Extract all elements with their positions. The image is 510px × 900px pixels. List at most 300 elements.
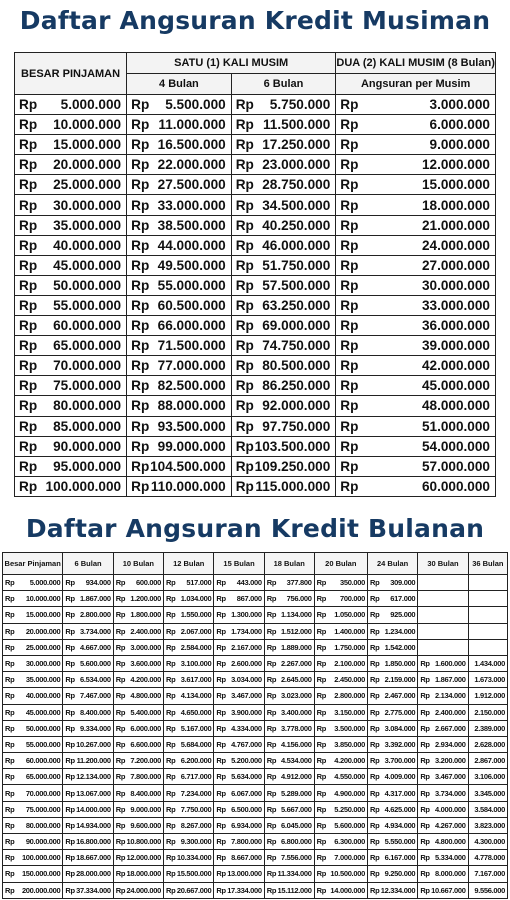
table-row: [3, 801, 508, 817]
installment-amount: 3.600.000: [126, 655, 163, 671]
installment-amount: 867.000: [227, 591, 264, 607]
installment-amount: 2.600.000: [227, 655, 264, 671]
currency-label: Rp: [214, 720, 227, 736]
currency-label: Rp: [314, 882, 327, 898]
currency-label: Rp: [231, 476, 254, 496]
currency-label: Rp: [164, 850, 177, 866]
installment-amount: 33.000.000: [361, 295, 496, 315]
currency-label: Rp: [3, 672, 16, 688]
installment-amount: 3.345.000: [468, 785, 507, 801]
currency-label: Rp: [15, 195, 40, 215]
installment-amount: 4.934.000: [381, 817, 418, 833]
loan-amount: 80.000.000: [16, 817, 63, 833]
table-row: [15, 356, 496, 376]
currency-label: Rp: [336, 115, 361, 135]
installment-amount: 24.000.000: [361, 235, 496, 255]
currency-label: Rp: [164, 769, 177, 785]
header-24-bulan: 24 Bulan: [367, 553, 417, 575]
installment-amount: 4.650.000: [177, 704, 214, 720]
installment-amount: 28.750.000: [255, 175, 336, 195]
currency-label: Rp: [214, 866, 227, 882]
loan-amount: 55.000.000: [40, 295, 127, 315]
currency-label: Rp: [367, 801, 380, 817]
installment-amount: 27.500.000: [150, 175, 231, 195]
currency-label: Rp: [15, 295, 40, 315]
installment-amount: 17.334.000: [227, 882, 264, 898]
currency-label: Rp: [418, 769, 431, 785]
loan-amount: 20.000.000: [16, 623, 63, 639]
currency-label: Rp: [15, 376, 40, 396]
loan-amount: 10.000.000: [40, 115, 127, 135]
installment-amount: 17.250.000: [255, 135, 336, 155]
currency-label: Rp: [15, 316, 40, 336]
loan-amount: 60.000.000: [40, 316, 127, 336]
currency-label: Rp: [63, 882, 76, 898]
installment-amount: 1.300.000: [227, 607, 264, 623]
installment-amount: 3.392.000: [381, 736, 418, 752]
installment-amount: 5.200.000: [227, 753, 264, 769]
currency-label: Rp: [336, 255, 361, 275]
currency-label: Rp: [3, 753, 16, 769]
currency-label: Rp: [336, 436, 361, 456]
installment-amount: 33.000.000: [150, 195, 231, 215]
currency-label: Rp: [113, 801, 126, 817]
currency-label: Rp: [314, 817, 327, 833]
table-row: [15, 155, 496, 175]
currency-label: Rp: [314, 591, 327, 607]
loan-amount: 10.000.000: [16, 591, 63, 607]
installment-amount: 8.667.000: [227, 850, 264, 866]
loan-amount: 65.000.000: [16, 769, 63, 785]
installment-amount: 4.009.000: [381, 769, 418, 785]
currency-label: Rp: [367, 769, 380, 785]
installment-amount: 42.000.000: [361, 356, 496, 376]
currency-label: Rp: [164, 623, 177, 639]
currency-label: Rp: [3, 817, 16, 833]
table-row: [15, 275, 496, 295]
installment-amount: 7.167.000: [468, 866, 507, 882]
header-besar-pinjaman: Besar Pinjaman: [3, 553, 63, 575]
currency-label: Rp: [214, 623, 227, 639]
currency-label: Rp: [214, 672, 227, 688]
installment-amount: 60.500.000: [150, 295, 231, 315]
currency-label: Rp: [63, 639, 76, 655]
currency-label: Rp: [113, 688, 126, 704]
currency-label: [418, 639, 431, 655]
installment-amount: 3.617.000: [177, 672, 214, 688]
loan-amount: 100.000.000: [40, 476, 127, 496]
currency-label: Rp: [314, 736, 327, 752]
currency-label: Rp: [418, 688, 431, 704]
installment-amount: [468, 607, 507, 623]
header-15-bulan: 15 Bulan: [214, 553, 264, 575]
installment-amount: 22.000.000: [150, 155, 231, 175]
header-angsuran-per-musim: Angsuran per Musim: [336, 74, 496, 95]
installment-amount: 13.067.000: [76, 785, 113, 801]
currency-label: Rp: [367, 866, 380, 882]
header-10-bulan: 10 Bulan: [113, 553, 163, 575]
installment-amount: 21.000.000: [361, 215, 496, 235]
installment-amount: 1.889.000: [277, 639, 314, 655]
currency-label: Rp: [3, 736, 16, 752]
table-row: [15, 416, 496, 436]
installment-amount: 9.334.000: [76, 720, 113, 736]
installment-amount: 2.389.000: [468, 720, 507, 736]
currency-label: Rp: [113, 866, 126, 882]
installment-amount: 99.000.000: [150, 436, 231, 456]
installment-amount: 7.800.000: [126, 769, 163, 785]
currency-label: Rp: [164, 801, 177, 817]
installment-amount: 1.867.000: [431, 672, 468, 688]
currency-label: Rp: [418, 785, 431, 801]
currency-label: Rp: [214, 607, 227, 623]
currency-label: Rp: [418, 801, 431, 817]
currency-label: Rp: [367, 575, 380, 591]
table-row: [3, 623, 508, 639]
currency-label: Rp: [113, 850, 126, 866]
installment-amount: 36.000.000: [361, 316, 496, 336]
table-row: [3, 575, 508, 591]
currency-label: Rp: [15, 476, 40, 496]
installment-amount: 12.000.000: [361, 155, 496, 175]
installment-amount: 9.250.000: [381, 866, 418, 882]
installment-amount: 3.584.000: [468, 801, 507, 817]
installment-amount: 39.000.000: [361, 336, 496, 356]
table-row: [15, 175, 496, 195]
currency-label: Rp: [214, 801, 227, 817]
currency-label: Rp: [127, 155, 150, 175]
currency-label: Rp: [63, 623, 76, 639]
currency-label: Rp: [264, 882, 277, 898]
table-row: [15, 436, 496, 456]
currency-label: Rp: [113, 785, 126, 801]
installment-amount: 2.134.000: [431, 688, 468, 704]
installment-amount: 18.000.000: [126, 866, 163, 882]
currency-label: Rp: [418, 882, 431, 898]
currency-label: Rp: [63, 769, 76, 785]
currency-label: Rp: [367, 704, 380, 720]
installment-amount: 5.167.000: [177, 720, 214, 736]
currency-label: Rp: [3, 866, 16, 882]
installment-amount: 5.400.000: [126, 704, 163, 720]
table-row: [3, 655, 508, 671]
currency-label: Rp: [164, 882, 177, 898]
table-row: [15, 376, 496, 396]
loan-amount: 20.000.000: [40, 155, 127, 175]
currency-label: Rp: [127, 476, 150, 496]
installment-amount: 6.600.000: [126, 736, 163, 752]
currency-label: Rp: [15, 115, 40, 135]
installment-amount: 3.023.000: [277, 688, 314, 704]
installment-amount: 7.556.000: [277, 850, 314, 866]
currency-label: Rp: [63, 850, 76, 866]
currency-label: Rp: [127, 396, 150, 416]
currency-label: Rp: [418, 672, 431, 688]
currency-label: Rp: [264, 866, 277, 882]
currency-label: Rp: [3, 785, 16, 801]
currency-label: Rp: [113, 639, 126, 655]
currency-label: [418, 591, 431, 607]
installment-amount: 6.000.000: [361, 115, 496, 135]
currency-label: Rp: [231, 436, 254, 456]
currency-label: [418, 575, 431, 591]
installment-amount: 4.200.000: [327, 753, 367, 769]
currency-label: Rp: [418, 736, 431, 752]
installment-amount: 66.000.000: [150, 316, 231, 336]
installment-amount: 6.067.000: [227, 785, 264, 801]
currency-label: Rp: [314, 639, 327, 655]
installment-amount: 6.717.000: [177, 769, 214, 785]
currency-label: Rp: [3, 607, 16, 623]
currency-label: Rp: [164, 688, 177, 704]
currency-label: Rp: [314, 785, 327, 801]
currency-label: Rp: [113, 607, 126, 623]
currency-label: Rp: [214, 736, 227, 752]
currency-label: Rp: [264, 672, 277, 688]
currency-label: Rp: [63, 575, 76, 591]
currency-label: Rp: [314, 607, 327, 623]
installment-amount: 3.823.000: [468, 817, 507, 833]
currency-label: Rp: [63, 834, 76, 850]
currency-label: Rp: [3, 591, 16, 607]
currency-label: Rp: [264, 688, 277, 704]
installment-amount: 34.500.000: [255, 195, 336, 215]
installment-amount: 8.400.000: [126, 785, 163, 801]
currency-label: Rp: [164, 704, 177, 720]
currency-label: Rp: [113, 753, 126, 769]
currency-label: Rp: [367, 607, 380, 623]
currency-label: Rp: [113, 704, 126, 720]
table-row: [3, 817, 508, 833]
installment-amount: 11.334.000: [277, 866, 314, 882]
installment-amount: 2.775.000: [381, 704, 418, 720]
currency-label: Rp: [367, 591, 380, 607]
installment-amount: [431, 607, 468, 623]
installment-amount: 37.334.000: [76, 882, 113, 898]
table-row: [3, 688, 508, 704]
installment-amount: 4.156.000: [277, 736, 314, 752]
loan-amount: 40.000.000: [16, 688, 63, 704]
header-12-bulan: 12 Bulan: [164, 553, 214, 575]
installment-amount: 9.000.000: [126, 801, 163, 817]
loan-amount: 200.000.000: [16, 882, 63, 898]
header-dua-kali-musim: DUA (2) KALI MUSIM (8 Bulan): [336, 53, 496, 74]
installment-amount: 110.000.000: [150, 476, 231, 496]
installment-amount: 2.450.000: [327, 672, 367, 688]
loan-amount: 45.000.000: [40, 255, 127, 275]
currency-label: Rp: [367, 623, 380, 639]
installment-amount: 93.500.000: [150, 416, 231, 436]
installment-amount: 7.234.000: [177, 785, 214, 801]
table-row: [15, 215, 496, 235]
currency-label: Rp: [336, 195, 361, 215]
table-row: [3, 850, 508, 866]
installment-amount: 4.317.000: [381, 785, 418, 801]
table-row: [3, 753, 508, 769]
installment-amount: 11.500.000: [255, 115, 336, 135]
installment-amount: 350.000: [327, 575, 367, 591]
installment-amount: 4.778.000: [468, 850, 507, 866]
installment-amount: 104.500.000: [150, 456, 231, 476]
currency-label: Rp: [15, 155, 40, 175]
installment-amount: 3.500.000: [327, 720, 367, 736]
installment-amount: 617.000: [381, 591, 418, 607]
table-row: [3, 720, 508, 736]
table-row: [3, 591, 508, 607]
loan-amount: 35.000.000: [16, 672, 63, 688]
installment-amount: 1.673.000: [468, 672, 507, 688]
installment-amount: 38.500.000: [150, 215, 231, 235]
currency-label: Rp: [214, 704, 227, 720]
installment-amount: 2.867.000: [468, 753, 507, 769]
currency-label: Rp: [231, 115, 254, 135]
currency-label: Rp: [15, 396, 40, 416]
installment-amount: 3.850.000: [327, 736, 367, 752]
currency-label: Rp: [264, 834, 277, 850]
currency-label: Rp: [231, 95, 254, 115]
currency-label: Rp: [63, 785, 76, 801]
currency-label: Rp: [214, 655, 227, 671]
installment-amount: 10.334.000: [177, 850, 214, 866]
currency-label: Rp: [214, 882, 227, 898]
currency-label: Rp: [63, 736, 76, 752]
installment-amount: 4.267.000: [431, 817, 468, 833]
installment-amount: 5.600.000: [76, 655, 113, 671]
installment-amount: 1.542.000: [381, 639, 418, 655]
installment-amount: 60.000.000: [361, 476, 496, 496]
installment-amount: 8.000.000: [431, 866, 468, 882]
currency-label: Rp: [264, 655, 277, 671]
currency-label: Rp: [231, 356, 254, 376]
currency-label: Rp: [164, 591, 177, 607]
installment-amount: 14.000.000: [327, 882, 367, 898]
loan-amount: 35.000.000: [40, 215, 127, 235]
currency-label: Rp: [264, 850, 277, 866]
table-row: [15, 476, 496, 496]
installment-amount: 12.334.000: [381, 882, 418, 898]
loan-amount: 65.000.000: [40, 336, 127, 356]
currency-label: Rp: [63, 801, 76, 817]
installment-amount: 2.400.000: [431, 704, 468, 720]
currency-label: Rp: [127, 436, 150, 456]
installment-amount: 57.000.000: [361, 456, 496, 476]
installment-amount: 3.000.000: [361, 95, 496, 115]
installment-amount: 3.100.000: [177, 655, 214, 671]
table-row: [15, 295, 496, 315]
installment-amount: [431, 623, 468, 639]
installment-amount: 88.000.000: [150, 396, 231, 416]
currency-label: Rp: [127, 175, 150, 195]
installment-amount: 1.200.000: [126, 591, 163, 607]
table-row: [3, 607, 508, 623]
currency-label: Rp: [418, 704, 431, 720]
installment-amount: 23.000.000: [255, 155, 336, 175]
currency-label: Rp: [264, 607, 277, 623]
installment-amount: 7.467.000: [76, 688, 113, 704]
currency-label: Rp: [336, 416, 361, 436]
installment-amount: 3.084.000: [381, 720, 418, 736]
currency-label: Rp: [113, 720, 126, 736]
currency-label: Rp: [418, 655, 431, 671]
header-20-bulan: 20 Bulan: [314, 553, 367, 575]
installment-amount: 11.000.000: [150, 115, 231, 135]
currency-label: Rp: [15, 275, 40, 295]
currency-label: Rp: [127, 255, 150, 275]
currency-label: Rp: [164, 785, 177, 801]
loan-amount: 25.000.000: [16, 639, 63, 655]
currency-label: Rp: [127, 316, 150, 336]
installment-amount: 1.850.000: [381, 655, 418, 671]
currency-label: Rp: [231, 456, 254, 476]
currency-label: Rp: [336, 376, 361, 396]
installment-amount: [468, 591, 507, 607]
table-row: [3, 834, 508, 850]
currency-label: Rp: [314, 850, 327, 866]
currency-label: Rp: [264, 801, 277, 817]
installment-amount: 1.512.000: [277, 623, 314, 639]
currency-label: Rp: [314, 672, 327, 688]
installment-amount: 3.700.000: [381, 753, 418, 769]
installment-amount: 443.000: [227, 575, 264, 591]
installment-amount: 4.625.000: [381, 801, 418, 817]
currency-label: Rp: [214, 834, 227, 850]
loan-amount: 70.000.000: [16, 785, 63, 801]
currency-label: Rp: [3, 704, 16, 720]
currency-label: Rp: [3, 575, 16, 591]
currency-label: Rp: [336, 295, 361, 315]
installment-amount: 8.267.000: [177, 817, 214, 833]
installment-amount: 2.100.000: [327, 655, 367, 671]
installment-amount: 11.200.000: [76, 753, 113, 769]
installment-amount: 15.500.000: [177, 866, 214, 882]
currency-label: Rp: [314, 655, 327, 671]
currency-label: Rp: [164, 817, 177, 833]
currency-label: Rp: [113, 834, 126, 850]
header-satu-kali-musim: SATU (1) KALI MUSIM: [127, 53, 336, 74]
installment-amount: [431, 639, 468, 655]
installment-amount: 18.000.000: [361, 195, 496, 215]
installment-amount: 4.550.000: [327, 769, 367, 785]
installment-amount: 7.200.000: [126, 753, 163, 769]
installment-amount: 6.534.000: [76, 672, 113, 688]
installment-amount: 4.912.000: [277, 769, 314, 785]
installment-amount: 109.250.000: [255, 456, 336, 476]
header-6-bulan: 6 Bulan: [63, 553, 113, 575]
currency-label: Rp: [367, 688, 380, 704]
currency-label: Rp: [231, 175, 254, 195]
currency-label: Rp: [231, 155, 254, 175]
installment-amount: 1.234.000: [381, 623, 418, 639]
currency-label: Rp: [15, 255, 40, 275]
currency-label: Rp: [214, 769, 227, 785]
currency-label: Rp: [367, 850, 380, 866]
table-row: [3, 769, 508, 785]
installment-amount: 6.934.000: [227, 817, 264, 833]
currency-label: Rp: [214, 817, 227, 833]
loan-amount: 150.000.000: [16, 866, 63, 882]
currency-label: Rp: [314, 688, 327, 704]
currency-label: Rp: [314, 769, 327, 785]
currency-label: Rp: [231, 255, 254, 275]
installment-amount: 9.300.000: [177, 834, 214, 850]
currency-label: Rp: [231, 416, 254, 436]
installment-amount: 6.300.000: [327, 834, 367, 850]
installment-amount: 4.200.000: [126, 672, 163, 688]
currency-label: Rp: [3, 850, 16, 866]
installment-amount: 86.250.000: [255, 376, 336, 396]
installment-amount: 1.750.000: [327, 639, 367, 655]
header-18-bulan: 18 Bulan: [264, 553, 314, 575]
